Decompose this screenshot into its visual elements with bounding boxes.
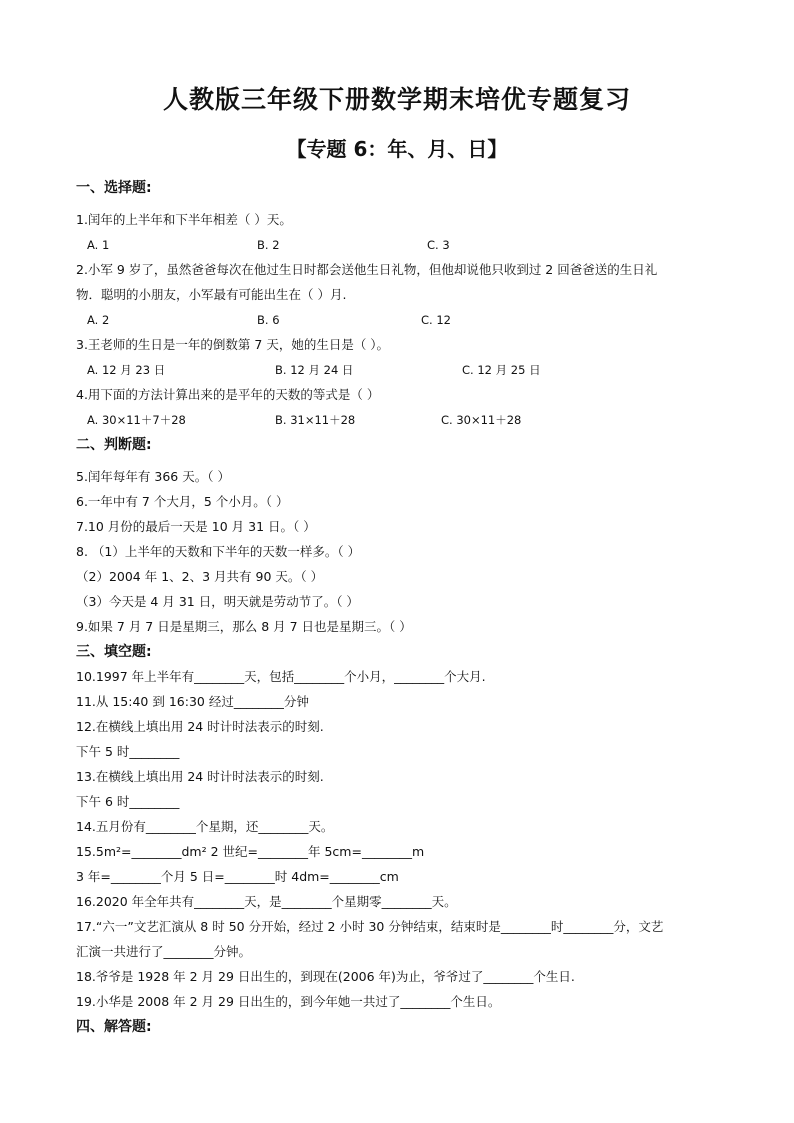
section-heading-judge: 二、判断题: bbox=[76, 437, 152, 453]
q2-option-c: C. 12 bbox=[421, 313, 451, 327]
question-3: 3.王老师的生日是一年的倒数第 7 天，她的生日是（ ）。 bbox=[76, 337, 390, 352]
q4-option-b: B. 31×11＋28 bbox=[275, 413, 356, 427]
q2-option-a: A. 2 bbox=[87, 313, 110, 327]
section-heading-solve: 四、解答题: bbox=[76, 1019, 152, 1035]
q3-option-b: B. 12 月 24 日 bbox=[275, 363, 354, 377]
question-2-line-2: 物．聪明的小朋友，小军最有可能出生在（ ）月. bbox=[76, 287, 347, 302]
section-heading-fill: 三、填空题: bbox=[76, 644, 152, 660]
section-heading-choice: 一、选择题: bbox=[76, 180, 152, 196]
question-2-line-1: 2.小军 9 岁了，虽然爸爸每次在他过生日时都会送他生日礼物，但他却说他只收到过 2 回爸爸送的生日礼 bbox=[76, 262, 658, 277]
question-4: 4.用下面的方法计算出来的是平年的天数的等式是（ ） bbox=[76, 387, 380, 402]
q1-option-a: A. 1 bbox=[87, 238, 110, 252]
q1-option-b: B. 2 bbox=[257, 238, 280, 252]
question-6: 6.一年中有 7 个大月，5 个小月。（ ） bbox=[76, 494, 289, 509]
question-19: 19.小华是 2008 年 2 月 29 日出生的，到今年她一共过了________个生日。 bbox=[76, 994, 501, 1009]
q2-option-b: B. 6 bbox=[257, 313, 280, 327]
question-5: 5.闰年每年有 366 天。（ ） bbox=[76, 469, 230, 484]
question-12: 12.在横线上填出用 24 时计时法表示的时刻. bbox=[76, 719, 324, 734]
q4-option-c: C. 30×11＋28 bbox=[441, 413, 522, 427]
q3-option-a: A. 12 月 23 日 bbox=[87, 363, 166, 377]
question-10: 10.1997 年上半年有________天，包括________个小月，________个大月. bbox=[76, 669, 486, 684]
q1-option-c: C. 3 bbox=[427, 238, 450, 252]
q4-option-a: A. 30×11＋7＋28 bbox=[87, 413, 186, 427]
question-15-row-1: 15.5m²=________dm² 2 世纪=________年 5cm=________m bbox=[76, 844, 425, 859]
page-title: 人教版三年级下册数学期末培优专题复习 bbox=[162, 85, 631, 114]
question-1: 1.闰年的上半年和下半年相差（ ）天。 bbox=[76, 212, 292, 227]
question-18: 18.爷爷是 1928 年 2 月 29 日出生的，到现在(2006 年)为止，爷爷过了________个生日. bbox=[76, 969, 575, 984]
question-11: 11.从 15:40 到 16:30 经过________分钟 bbox=[76, 694, 309, 709]
question-7: 7.10 月份的最后一天是 10 月 31 日。（ ） bbox=[76, 519, 316, 534]
question-8-part-1: 8. （1）上半年的天数和下半年的天数一样多。（ ） bbox=[76, 544, 361, 559]
question-16: 16.2020 年全年共有________天，是________个星期零________天。 bbox=[76, 894, 457, 909]
topic-subtitle: 【专题 6：年、月、日】 bbox=[286, 137, 508, 161]
question-8-part-3: （3）今天是 4 月 31 日，明天就是劳动节了。（ ） bbox=[76, 594, 359, 609]
question-17-line-2: 汇演一共进行了________分钟。 bbox=[76, 944, 252, 959]
question-9: 9.如果 7 月 7 日是星期三，那么 8 月 7 日也是星期三。（ ） bbox=[76, 619, 412, 634]
question-13: 13.在横线上填出用 24 时计时法表示的时刻. bbox=[76, 769, 324, 784]
q3-option-c: C. 12 月 25 日 bbox=[462, 363, 541, 377]
question-12-blank: 下午 5 时________ bbox=[76, 744, 180, 759]
question-14: 14.五月份有________个星期，还________天。 bbox=[76, 819, 334, 834]
question-13-blank: 下午 6 时________ bbox=[76, 794, 180, 809]
question-8-part-2: （2）2004 年 1、2、3 月共有 90 天。（ ） bbox=[76, 569, 324, 584]
question-17-line-1: 17.“六一”文艺汇演从 8 时 50 分开始，经过 2 小时 30 分钟结束，结束时是________时________分，文艺 bbox=[76, 919, 664, 934]
question-15-row-2: 3 年=________个月 5 日=________时 4dm=________cm bbox=[76, 869, 399, 884]
